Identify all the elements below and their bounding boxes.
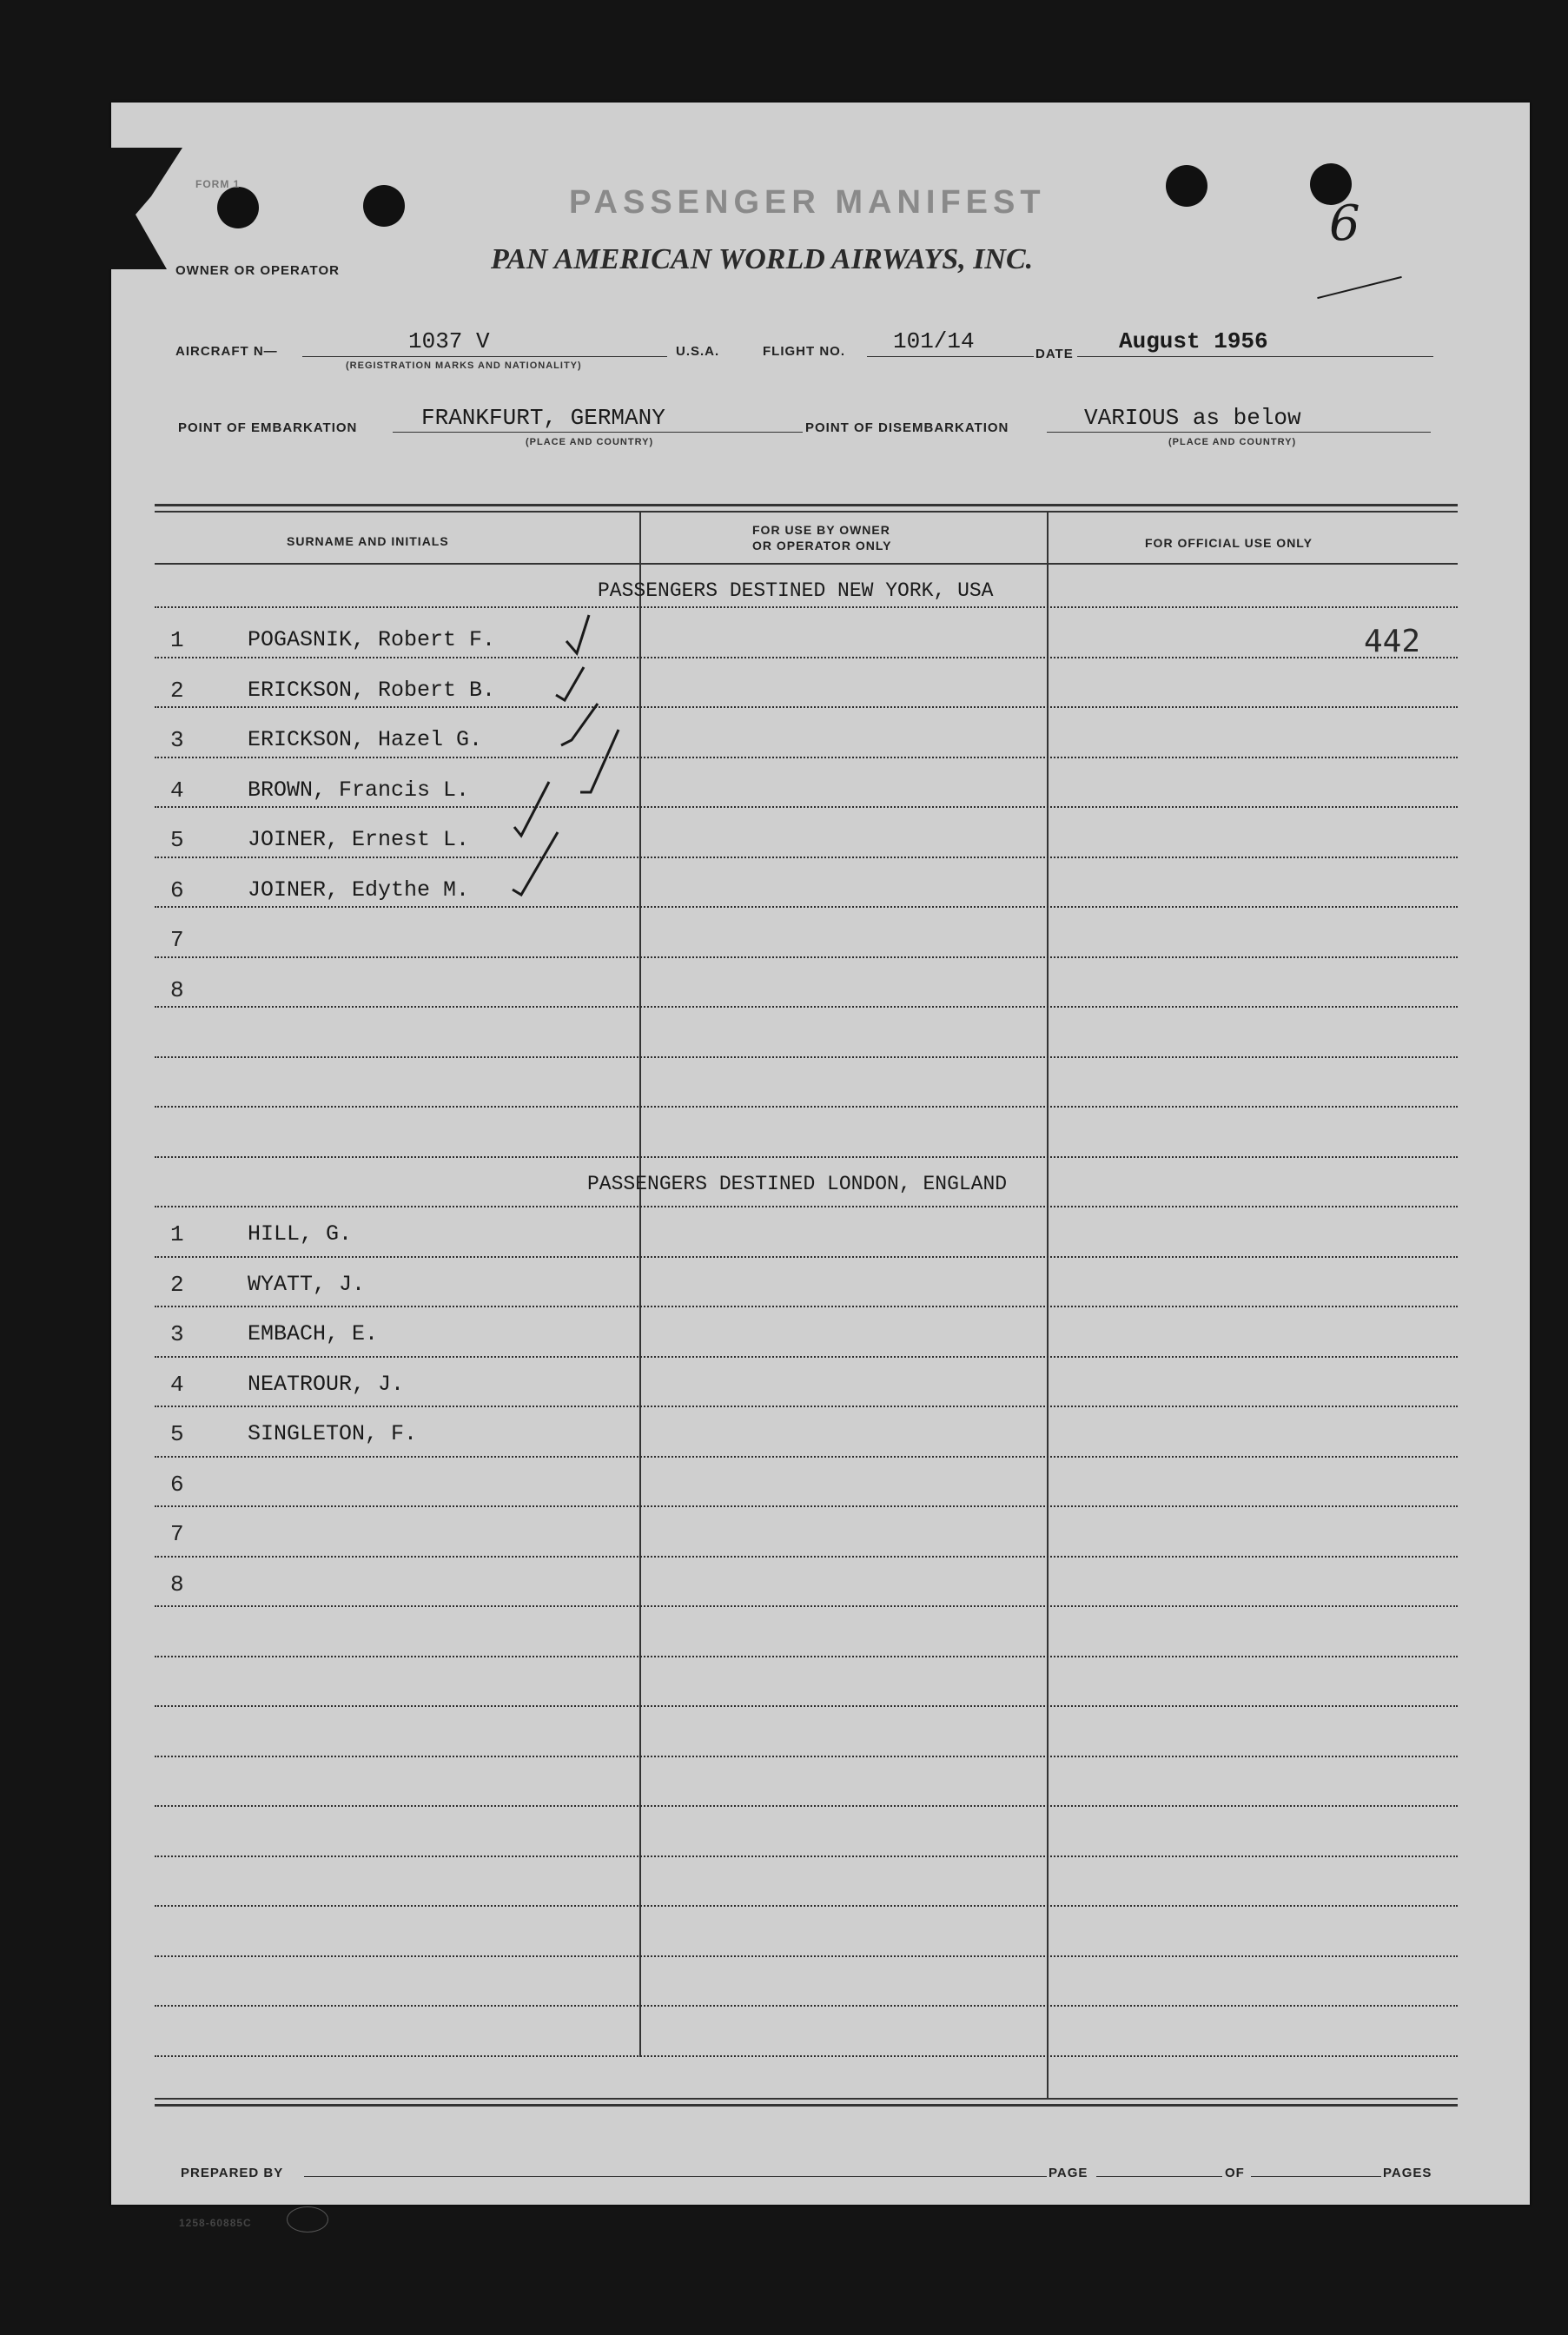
column-divider-2 xyxy=(1047,511,1049,2099)
ruled-line xyxy=(155,1106,1458,1108)
ruled-line xyxy=(155,1955,1458,1957)
ruled-line xyxy=(155,1056,1458,1058)
ruled-line xyxy=(155,1156,1458,1158)
ruled-line xyxy=(155,1006,1458,1008)
ruled-line xyxy=(155,1905,1458,1907)
row-number: 1 xyxy=(170,627,184,653)
ruled-line xyxy=(155,1705,1458,1707)
ruled-line xyxy=(155,1256,1458,1258)
check-icon xyxy=(514,782,549,836)
ruled-line xyxy=(155,606,1458,608)
table-top-rule-2 xyxy=(155,511,1458,513)
date-label: DATE xyxy=(1035,347,1074,361)
ruled-line xyxy=(155,1406,1458,1407)
ruled-line xyxy=(155,1556,1458,1558)
row-number: 4 xyxy=(170,1372,184,1398)
ruled-line xyxy=(155,956,1458,958)
passenger-name: EMBACH, E. xyxy=(248,1321,379,1346)
passenger-name: POGASNIK, Robert F. xyxy=(248,627,496,652)
passenger-name: ERICKSON, Hazel G. xyxy=(248,727,483,752)
passenger-name: BROWN, Francis L. xyxy=(248,777,470,803)
ruled-line xyxy=(155,1356,1458,1358)
check-icon xyxy=(566,615,589,653)
punch-hole xyxy=(363,185,405,227)
ruled-line xyxy=(155,1605,1458,1607)
ruled-line xyxy=(155,1206,1458,1207)
page-label: PAGE xyxy=(1049,2166,1088,2180)
date-underline xyxy=(1077,356,1433,357)
col-owner-header-2: OR OPERATOR ONLY xyxy=(752,539,892,552)
ruled-line xyxy=(155,1756,1458,1757)
usa-label: U.S.A. xyxy=(676,344,720,359)
ruled-line xyxy=(155,563,1458,565)
punch-hole xyxy=(217,187,259,228)
row-number: 5 xyxy=(170,827,184,853)
checkmarks xyxy=(486,599,643,912)
ruled-line xyxy=(155,906,1458,908)
row-number: 6 xyxy=(170,877,184,903)
ruled-line xyxy=(155,1306,1458,1307)
corner-note: 6 xyxy=(1329,195,1360,252)
row-number: 6 xyxy=(170,1472,184,1498)
ruled-line xyxy=(155,1456,1458,1458)
check-icon xyxy=(561,704,598,745)
section-heading-newyork: PASSENGERS DESTINED NEW YORK, USA xyxy=(598,579,994,602)
passenger-name: SINGLETON, F. xyxy=(248,1421,418,1446)
passenger-name: HILL, G. xyxy=(248,1221,353,1247)
ruled-line xyxy=(155,1505,1458,1507)
ruled-line xyxy=(155,857,1458,858)
table-top-rule xyxy=(155,504,1458,506)
ruled-line xyxy=(155,1855,1458,1857)
embark-value: FRANKFURT, GERMANY xyxy=(421,405,665,431)
owner-label: OWNER OR OPERATOR xyxy=(175,263,340,278)
page-line xyxy=(1096,2176,1222,2177)
disembark-sub: (PLACE AND COUNTRY) xyxy=(1168,437,1297,447)
ruled-line xyxy=(155,1805,1458,1807)
table-bottom-rule xyxy=(155,2098,1458,2100)
ruled-line xyxy=(155,757,1458,758)
faint-stamp: FORM 1 xyxy=(195,178,241,190)
passenger-name: WYATT, J. xyxy=(248,1272,366,1297)
passenger-name: NEATROUR, J. xyxy=(248,1372,405,1397)
row-number: 7 xyxy=(170,1521,184,1547)
date-value: August 1956 xyxy=(1119,328,1268,354)
row-number: 2 xyxy=(170,678,184,704)
ruled-line xyxy=(155,2055,1458,2057)
aircraft-sub: (REGISTRATION MARKS AND NATIONALITY) xyxy=(346,361,582,371)
row-number: 1 xyxy=(170,1221,184,1247)
embark-label: POINT OF EMBARKATION xyxy=(178,420,358,435)
printer-mark xyxy=(287,2206,328,2232)
punch-hole xyxy=(1166,165,1207,207)
col-official-header: FOR OFFICIAL USE ONLY xyxy=(1145,536,1313,550)
table-bottom-rule-2 xyxy=(155,2104,1458,2107)
check-icon xyxy=(556,667,584,700)
disembark-underline xyxy=(1047,432,1431,433)
ruled-line xyxy=(155,657,1458,658)
flight-underline xyxy=(867,356,1034,357)
airline-name: PAN AMERICAN WORLD AIRWAYS, INC. xyxy=(491,243,1034,275)
prepared-line xyxy=(304,2176,1047,2177)
aircraft-value: 1037 V xyxy=(408,328,490,354)
section-heading-london: PASSENGERS DESTINED LONDON, ENGLAND xyxy=(587,1173,1008,1195)
of-line xyxy=(1251,2176,1381,2177)
row-number: 4 xyxy=(170,777,184,804)
ruled-line xyxy=(155,2005,1458,2007)
row-number: 3 xyxy=(170,727,184,753)
aircraft-underline xyxy=(302,356,667,357)
page-title: PASSENGER MANIFEST xyxy=(569,184,1046,221)
embark-sub: (PLACE AND COUNTRY) xyxy=(526,437,654,447)
disembark-label: POINT OF DISEMBARKATION xyxy=(805,420,1009,435)
of-label: OF xyxy=(1225,2166,1245,2180)
passenger-name: JOINER, Ernest L. xyxy=(248,827,470,852)
col-owner-header-1: FOR USE BY OWNER xyxy=(752,523,890,537)
ruled-line xyxy=(155,706,1458,708)
row-number: 8 xyxy=(170,1571,184,1597)
manifest-paper xyxy=(111,103,1530,2205)
flight-label: FLIGHT NO. xyxy=(763,344,845,359)
col-surname-header: SURNAME AND INITIALS xyxy=(287,534,449,548)
disembark-value: VARIOUS as below xyxy=(1084,405,1301,431)
official-note: 442 xyxy=(1364,624,1421,659)
aircraft-label: AIRCRAFT N— xyxy=(175,344,278,359)
embark-underline xyxy=(393,432,803,433)
prepared-label: PREPARED BY xyxy=(181,2166,284,2180)
form-code: 1258-60885C xyxy=(179,2217,252,2229)
ruled-line xyxy=(155,806,1458,808)
passenger-name: ERICKSON, Robert B. xyxy=(248,678,496,703)
row-number: 3 xyxy=(170,1321,184,1347)
ruled-line xyxy=(155,1656,1458,1657)
check-icon xyxy=(513,832,558,895)
row-number: 5 xyxy=(170,1421,184,1447)
row-number: 2 xyxy=(170,1272,184,1298)
flight-value: 101/14 xyxy=(893,328,975,354)
row-number: 8 xyxy=(170,977,184,1003)
row-number: 7 xyxy=(170,927,184,953)
check-icon xyxy=(580,730,619,792)
pages-label: PAGES xyxy=(1383,2166,1432,2180)
passenger-name: JOINER, Edythe M. xyxy=(248,877,470,903)
